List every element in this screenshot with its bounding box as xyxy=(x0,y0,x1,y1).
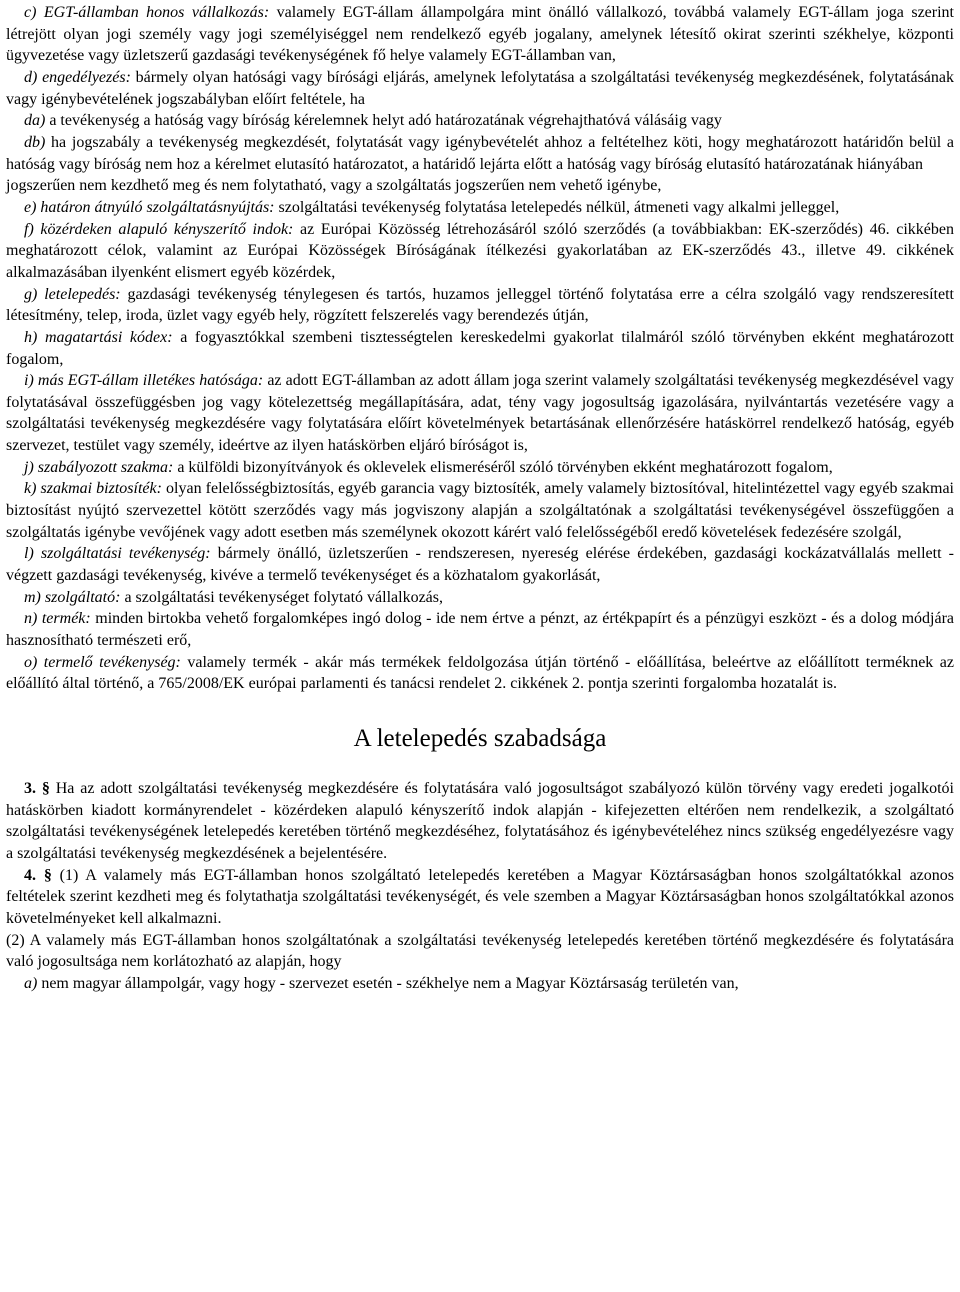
section-heading: A letelepedés szabadsága xyxy=(353,725,607,752)
definition-text: az adott EGT-államban az adott állam joga szerint valamely szolgáltatási tevékenység megkezdésével vagy folytatásával összefüggésben jog vagy kötelezettség megállapítására, adat, tény vagy jogosultság igazolására, nyilvántartás vezetésére vagy a szolgáltatási tevékenység megkezdésére vagy folytatására előírt követelmények betartásának ellenőrzésére hatáskörrel rendelkező hatóság, egyéb szervezet, testület vagy személy, ideértve az ilyen hatáskörben eljáró bíróságot is, xyxy=(6,372,954,455)
definition-d-continuation xyxy=(6,175,954,197)
term-label: d) engedélyezés: xyxy=(24,68,131,86)
definition-h xyxy=(6,327,954,370)
paragraph-text: (2) A valamely más EGT-államban honos szolgáltatónak a szolgáltatási tevékenység letelepedés keretében történő megkezdésére és folytatására való jogosultsága nem korlátozható az alapján, hogy xyxy=(6,931,954,971)
definition-text: jogszerűen nem kezdhető meg és nem folytatható, vagy a szolgáltatás jogszerűen nem vehető igénybe, xyxy=(6,177,662,195)
term-label: n) termék: xyxy=(24,610,91,628)
definition-text: az Európai Közösség létrehozásáról szóló szerződés (a továbbiakban: EK-szerződés) 46. cikkében meghatározott célok, valamint az Európai Közösségek Bíróságának ítélkezési gyakorlatában az EK-szerződés 43., illetve 49. cikkének alkalmazásában ilyenként elismert egyéb közérdek, xyxy=(6,220,954,281)
definition-g xyxy=(6,284,954,327)
section-sign: § xyxy=(43,866,52,884)
term-label: c) EGT-államban honos vállalkozás: xyxy=(24,4,270,21)
term-label: m) szolgáltató: xyxy=(24,588,121,606)
term-label: e) határon átnyúló szolgáltatásnyújtás: xyxy=(24,198,275,216)
definition-text: bármely olyan hatósági vagy bírósági eljárás, amelynek lefolytatása a szolgáltatási tevékenység megkezdésének, folytatásának vagy igénybevételének jogszabályban előírt feltétele, ha xyxy=(6,68,954,108)
definition-l xyxy=(6,543,954,586)
definition-d xyxy=(6,67,954,110)
definition-text: a tevékenység a hatóság vagy bíróság kérelemnek helyt adó határozatának végrehajthatóvá válásáig vagy xyxy=(45,112,722,130)
definition-text: a külföldi bizonyítványok és oklevelek elismeréséről szóló törvényben ekként meghatározott fogalom, xyxy=(173,458,833,476)
term-label: db) xyxy=(24,133,46,151)
term-label: k) szakmai biztosíték: xyxy=(24,480,162,498)
definition-n xyxy=(6,608,954,651)
definition-text: a fogyasztókkal szembeni tisztességtelen kereskedelmi gyakorlat tilalmáról szóló törvényben ekként meghatározott fogalom, xyxy=(6,328,954,368)
definition-e xyxy=(6,197,954,219)
term-label: o) termelő tevékenység: xyxy=(24,653,181,671)
point-label: a) xyxy=(24,974,38,992)
section-sign: § xyxy=(41,780,50,797)
definition-text: valamely EGT-állam állampolgára mint önálló vállalkozó, továbbá valamely EGT-állam joga szerint létrejött olyan jogi személy vagy jogi személyiséggel nem rendelkező egyéb jogalany, amelynek létesítő okirat szerinti székhelye, központi ügyvezetése vagy üzletszerű gazdasági tevékenységének fő helye valamely EGT-államban van, xyxy=(6,4,954,65)
definition-da xyxy=(6,110,954,132)
definition-k xyxy=(6,478,954,543)
definition-f xyxy=(6,219,954,284)
definition-text: valamely termék - akár más termékek feldolgozása útján történő - előállítása, beleértve az előállított terméknek az előállító által történő, a 765/2008/EK európai parlamenti és tanácsi rendelet 2. cikkének 2. pontja szerinti forgalomba hozatalát is. xyxy=(6,653,954,693)
term-label: g) letelepedés: xyxy=(24,285,121,303)
term-label: j) szabályozott szakma: xyxy=(24,458,174,476)
definition-text: a szolgáltatási tevékenységet folytató vállalkozás, xyxy=(120,588,443,606)
definition-text: bármely önálló, üzletszerűen - rendszeresen, nyereség elérése érdekében, gazdasági kockázatvállalás mellett - végzett gazdasági tevékenység, kivéve a termelő tevékenységet és a közhatalom gyakorlását, xyxy=(6,545,954,585)
definition-db xyxy=(6,132,954,175)
section-3-paragraph xyxy=(6,778,954,865)
definition-c xyxy=(6,2,954,67)
definition-text: olyan felelősségbiztosítás, egyéb garancia vagy biztosíték, amely valamely biztosítóval, hitelintézettel vagy egyéb szakmai biztosítást nyújtó szervezettel kötött szerződés vagy más jogviszony alapján a szolgáltatónak a szolgáltatási tevékenységével összefüggően a szolgáltatás igénybe vevőjének vagy adott esetben más személynek okozott kárért való felelősségéből eredő követelések fedezésére szolgál, xyxy=(6,480,954,541)
definition-o xyxy=(6,652,954,695)
term-label: f) közérdeken alapuló kényszerítő indok: xyxy=(24,220,294,238)
section-4-paragraph-2 xyxy=(6,930,954,973)
section-number: 4. xyxy=(24,866,36,884)
term-label: da) xyxy=(24,112,46,130)
section-number: 3. xyxy=(24,780,36,797)
section-4-paragraph-1 xyxy=(6,865,954,930)
paragraph-text: (1) A valamely más EGT-államban honos szolgáltató letelepedés keretében a Magyar Köztársaságban honos szolgáltatókkal azonos feltételek szerint kezdheti meg és folytathatja szolgáltatási tevékenységét, és vele szemben a Magyar Köztársaságban honos szolgáltatókkal azonos követelményeket kell alkalmazni. xyxy=(6,866,955,927)
definition-j xyxy=(6,457,954,479)
term-label: l) szolgáltatási tevékenység: xyxy=(24,545,211,563)
definition-text: szolgáltatási tevékenység folytatása letelepedés nélkül, átmeneti vagy alkalmi jelleggel, xyxy=(274,198,840,216)
section-4-point-a xyxy=(6,973,954,995)
section-body xyxy=(6,778,954,995)
definition-i xyxy=(6,370,954,457)
term-label: h) magatartási kódex: xyxy=(24,328,173,346)
definition-text: gazdasági tevékenység ténylegesen és tartós, huzamos jelleggel történő folytatása erre a célra szolgáló vagy rendszeresített létesítmény, telep, iroda, üzlet vagy egyéb hely, rögzített felszerelés vagy berendezés útján, xyxy=(6,285,954,325)
definition-m xyxy=(6,587,954,609)
definition-text: ha jogszabály a tevékenység megkezdését, folytatását vagy igénybevételét ahhoz a feltételhez köti, hogy meghatározott határidőn belül a hatóság vagy bíróság nem hoz a kérelmet elutasító határozatot, a határidő lejárta előtt a hatóság vagy bíróság elutasító határozatának hiányában xyxy=(6,133,954,173)
paragraph-text: nem magyar állampolgár, vagy hogy - szervezet esetén - székhelye nem a Magyar Köztársaság területén van, xyxy=(37,974,739,992)
definitions-section xyxy=(6,0,954,695)
paragraph-text: Ha az adott szolgáltatási tevékenység megkezdésére és folytatására való jogosultságot szabályozó külön törvény vagy eredeti jogalkotói hatáskörben kiadott kormányrendelet - közérdeken alapuló kényszerítő indok alapján - kifejezetten eltérően nem rendelkezik, a szolgáltató szolgáltatási tevékenységének letelepedés keretében történő megkezdéséhez, folytatásához és igénybevételéhez nincs szükség engedélyezésre vagy a szolgáltatási tevékenység megkezdésének a bejelentésére. xyxy=(6,780,955,862)
term-label: i) más EGT-állam illetékes hatósága: xyxy=(24,372,264,390)
definition-text: minden birtokba vehető forgalomképes ingó dolog - ide nem értve a pénzt, az értékpapírt és a pénzügyi eszközt - és a dolog módjára hasznosítható természeti erő, xyxy=(6,610,955,650)
